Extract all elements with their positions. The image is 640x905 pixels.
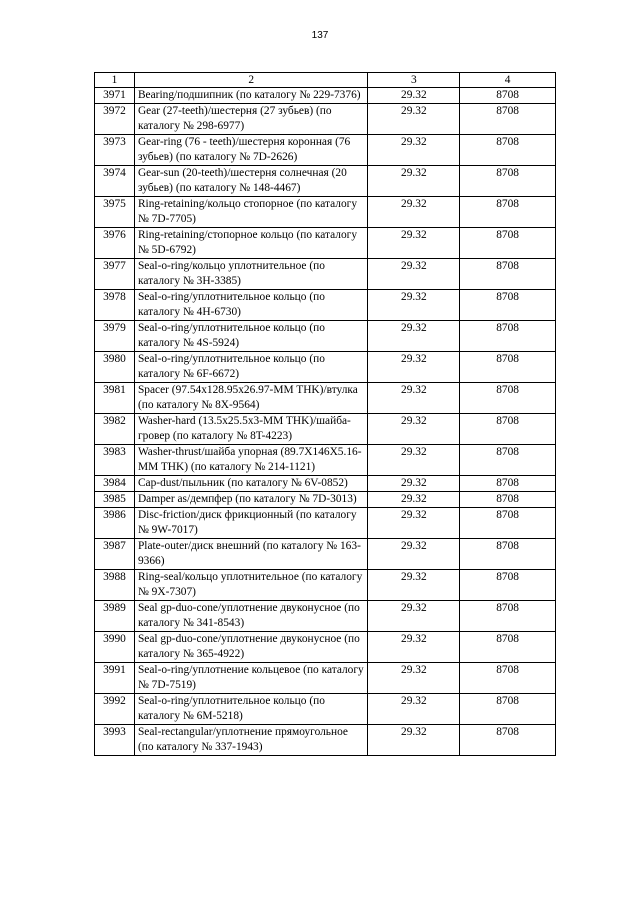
row-hs-code: 8708 <box>460 352 556 383</box>
table-row <box>95 492 556 508</box>
row-description: Spacer (97.54x128.95x26.97-MM THK)/втулка (по каталогу № 8X-9564) <box>134 383 368 414</box>
row-hs-code: 8708 <box>460 259 556 290</box>
row-number: 3972 <box>95 104 135 135</box>
row-number: 3982 <box>95 414 135 445</box>
row-hs-code: 8708 <box>460 694 556 725</box>
row-number: 3971 <box>95 88 135 104</box>
row-code: 29.32 <box>368 166 460 197</box>
row-number: 3983 <box>95 445 135 476</box>
table-row <box>95 570 556 601</box>
row-hs-code: 8708 <box>460 135 556 166</box>
row-number: 3985 <box>95 492 135 508</box>
row-code: 29.32 <box>368 508 460 539</box>
row-hs-code: 8708 <box>460 663 556 694</box>
row-description: Damper as/демпфер (по каталогу № 7D-3013) <box>134 492 368 508</box>
row-code: 29.32 <box>368 414 460 445</box>
row-hs-code: 8708 <box>460 570 556 601</box>
row-description: Ring-seal/кольцо уплотнительное (по каталогу № 9X-7307) <box>134 570 368 601</box>
row-code: 29.32 <box>368 352 460 383</box>
row-number: 3974 <box>95 166 135 197</box>
row-hs-code: 8708 <box>460 321 556 352</box>
row-number: 3990 <box>95 632 135 663</box>
row-hs-code: 8708 <box>460 383 556 414</box>
table-row <box>95 321 556 352</box>
table-row <box>95 197 556 228</box>
row-code: 29.32 <box>368 570 460 601</box>
table-row <box>95 601 556 632</box>
row-code: 29.32 <box>368 197 460 228</box>
row-description: Ring-retaining/кольцо стопорное (по каталогу № 7D-7705) <box>134 197 368 228</box>
row-number: 3987 <box>95 539 135 570</box>
table-row <box>95 694 556 725</box>
row-description: Washer-hard (13.5x25.5x3-MM THK)/шайба-гровер (по каталогу № 8T-4223) <box>134 414 368 445</box>
row-code: 29.32 <box>368 104 460 135</box>
header-col-2: 2 <box>134 73 368 88</box>
row-number: 3978 <box>95 290 135 321</box>
row-description: Bearing/подшипник (по каталогу № 229-7376) <box>134 88 368 104</box>
header-col-3: 3 <box>368 73 460 88</box>
row-code: 29.32 <box>368 601 460 632</box>
row-hs-code: 8708 <box>460 492 556 508</box>
row-number: 3984 <box>95 476 135 492</box>
row-code: 29.32 <box>368 663 460 694</box>
row-hs-code: 8708 <box>460 166 556 197</box>
table-row <box>95 135 556 166</box>
row-hs-code: 8708 <box>460 508 556 539</box>
row-hs-code: 8708 <box>460 601 556 632</box>
row-description: Gear (27-teeth)/шестерня (27 зубьев) (по каталогу № 298-6977) <box>134 104 368 135</box>
row-code: 29.32 <box>368 259 460 290</box>
row-description: Seal-o-ring/уплотнение кольцевое (по каталогу № 7D-7519) <box>134 663 368 694</box>
row-number: 3992 <box>95 694 135 725</box>
row-description: Seal gp-duo-cone/уплотнение двуконусное (по каталогу № 365-4922) <box>134 632 368 663</box>
row-hs-code: 8708 <box>460 88 556 104</box>
table-row <box>95 445 556 476</box>
row-number: 3981 <box>95 383 135 414</box>
row-code: 29.32 <box>368 694 460 725</box>
table-row <box>95 632 556 663</box>
row-hs-code: 8708 <box>460 725 556 756</box>
row-hs-code: 8708 <box>460 476 556 492</box>
row-description: Seal-o-ring/уплотнительное кольцо (по каталогу № 6M-5218) <box>134 694 368 725</box>
row-code: 29.32 <box>368 725 460 756</box>
table-row <box>95 88 556 104</box>
row-code: 29.32 <box>368 445 460 476</box>
table-row <box>95 104 556 135</box>
row-hs-code: 8708 <box>460 632 556 663</box>
goods-table <box>94 72 556 756</box>
row-code: 29.32 <box>368 476 460 492</box>
row-number: 3988 <box>95 570 135 601</box>
header-col-1: 1 <box>95 73 135 88</box>
row-hs-code: 8708 <box>460 197 556 228</box>
row-number: 3976 <box>95 228 135 259</box>
row-description: Cap-dust/пыльник (по каталогу № 6V-0852) <box>134 476 368 492</box>
table-row <box>95 539 556 570</box>
table-row <box>95 476 556 492</box>
table-header-row <box>95 73 556 88</box>
row-description: Plate-outer/диск внешний (по каталогу № 163-9366) <box>134 539 368 570</box>
row-description: Seal-o-ring/уплотнительное кольцо (по каталогу № 6F-6672) <box>134 352 368 383</box>
row-description: Seal-o-ring/кольцо уплотнительное (по каталогу № 3H-3385) <box>134 259 368 290</box>
row-hs-code: 8708 <box>460 539 556 570</box>
row-description: Disc-friction/диск фрикционный (по каталогу № 9W-7017) <box>134 508 368 539</box>
row-description: Seal gp-duo-cone/уплотнение двуконусное (по каталогу № 341-8543) <box>134 601 368 632</box>
row-hs-code: 8708 <box>460 228 556 259</box>
row-description: Seal-o-ring/уплотнительное кольцо (по каталогу № 4S-5924) <box>134 321 368 352</box>
table-row <box>95 725 556 756</box>
row-number: 3980 <box>95 352 135 383</box>
row-description: Ring-retaining/стопорное кольцо (по каталогу № 5D-6792) <box>134 228 368 259</box>
row-code: 29.32 <box>368 492 460 508</box>
row-number: 3973 <box>95 135 135 166</box>
header-col-4: 4 <box>460 73 556 88</box>
page-number: 137 <box>311 30 329 41</box>
row-number: 3991 <box>95 663 135 694</box>
row-hs-code: 8708 <box>460 290 556 321</box>
table-body <box>95 88 556 756</box>
row-hs-code: 8708 <box>460 445 556 476</box>
row-hs-code: 8708 <box>460 104 556 135</box>
table-row <box>95 228 556 259</box>
row-description: Gear-ring (76 - teeth)/шестерня коронная (76 зубьев) (по каталогу № 7D-2626) <box>134 135 368 166</box>
row-number: 3993 <box>95 725 135 756</box>
row-code: 29.32 <box>368 135 460 166</box>
table-row <box>95 663 556 694</box>
row-code: 29.32 <box>368 228 460 259</box>
table-row <box>95 166 556 197</box>
row-hs-code: 8708 <box>460 414 556 445</box>
row-code: 29.32 <box>368 539 460 570</box>
row-code: 29.32 <box>368 88 460 104</box>
row-code: 29.32 <box>368 321 460 352</box>
table-row <box>95 508 556 539</box>
row-code: 29.32 <box>368 632 460 663</box>
row-number: 3975 <box>95 197 135 228</box>
table-row <box>95 352 556 383</box>
table-row <box>95 383 556 414</box>
row-number: 3986 <box>95 508 135 539</box>
row-description: Washer-thrust/шайба упорная (89.7X146X5.16-MM THK) (по каталогу № 214-1121) <box>134 445 368 476</box>
row-code: 29.32 <box>368 290 460 321</box>
row-description: Seal-rectangular/уплотнение прямоугольное (по каталогу № 337-1943) <box>134 725 368 756</box>
row-number: 3989 <box>95 601 135 632</box>
row-number: 3979 <box>95 321 135 352</box>
row-description: Gear-sun (20-teeth)/шестерня солнечная (20 зубьев) (по каталогу № 148-4467) <box>134 166 368 197</box>
row-code: 29.32 <box>368 383 460 414</box>
table-row <box>95 259 556 290</box>
table-row <box>95 414 556 445</box>
row-description: Seal-o-ring/уплотнительное кольцо (по каталогу № 4H-6730) <box>134 290 368 321</box>
row-number: 3977 <box>95 259 135 290</box>
table-row <box>95 290 556 321</box>
